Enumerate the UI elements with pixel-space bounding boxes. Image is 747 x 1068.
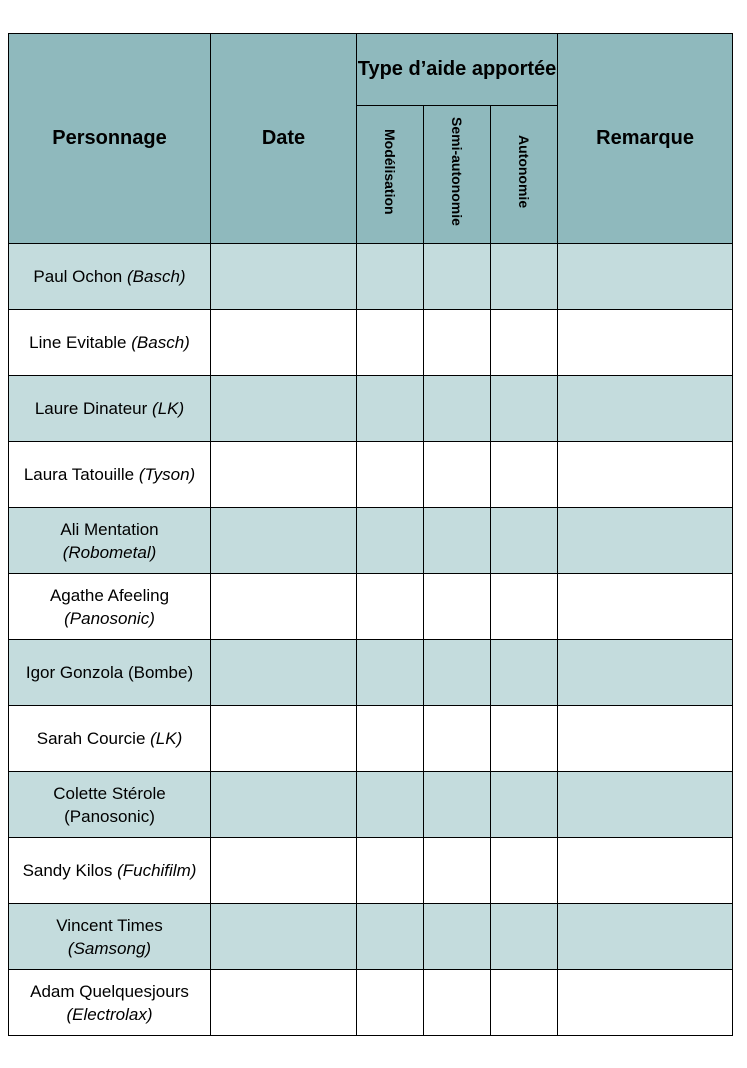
table-row (9, 706, 733, 772)
header-aid-type: Type d’aide apportée (357, 34, 558, 106)
remark-cell[interactable] (558, 838, 733, 904)
character-cell (9, 838, 211, 904)
remark-cell[interactable] (558, 574, 733, 640)
remark-cell[interactable] (558, 904, 733, 970)
date-cell[interactable] (211, 574, 357, 640)
character-cell (9, 376, 211, 442)
modeling-cell[interactable] (357, 904, 424, 970)
header-semi-autonomy-label: Semi-autonomie (449, 117, 465, 226)
character-name: Line Evitable (29, 333, 127, 352)
remark-cell[interactable] (558, 640, 733, 706)
date-cell[interactable] (211, 310, 357, 376)
character-brand: (Bombe) (127, 663, 194, 682)
character-cell (9, 508, 211, 574)
semi-autonomy-cell[interactable] (424, 970, 491, 1036)
character-cell (9, 772, 211, 838)
remark-cell[interactable] (558, 376, 733, 442)
table-row (9, 970, 733, 1036)
remark-cell[interactable] (558, 508, 733, 574)
character-name: Igor Gonzola (25, 663, 124, 682)
semi-autonomy-cell[interactable] (424, 574, 491, 640)
table-row (9, 904, 733, 970)
header-autonomy (491, 106, 558, 244)
autonomy-cell[interactable] (491, 904, 558, 970)
modeling-cell[interactable] (357, 838, 424, 904)
character-brand: (Basch) (127, 267, 186, 286)
character-name: Sarah Courcie (36, 729, 146, 748)
character-name: Adam Quelquesjours (30, 981, 189, 1001)
autonomy-cell[interactable] (491, 706, 558, 772)
table-row (9, 442, 733, 508)
character-cell (9, 904, 211, 970)
date-cell[interactable] (211, 640, 357, 706)
modeling-cell[interactable] (357, 244, 424, 310)
character-cell (9, 310, 211, 376)
header-remark: Remarque (558, 34, 733, 244)
date-cell[interactable] (211, 970, 357, 1036)
date-cell[interactable] (211, 838, 357, 904)
character-cell (9, 706, 211, 772)
modeling-cell[interactable] (357, 706, 424, 772)
autonomy-cell[interactable] (491, 574, 558, 640)
character-brand: (LK) (150, 729, 183, 748)
table-row (9, 244, 733, 310)
header-autonomy-label: Autonomie (516, 134, 533, 209)
modeling-cell[interactable] (357, 376, 424, 442)
modeling-cell[interactable] (357, 310, 424, 376)
character-brand: (Tyson) (138, 465, 196, 484)
header-modeling-label: Modélisation (382, 128, 398, 215)
autonomy-cell[interactable] (491, 310, 558, 376)
autonomy-cell[interactable] (491, 838, 558, 904)
remark-cell[interactable] (558, 772, 733, 838)
autonomy-cell[interactable] (491, 442, 558, 508)
character-brand: (Samsong) (67, 938, 152, 958)
autonomy-cell[interactable] (491, 772, 558, 838)
semi-autonomy-cell[interactable] (424, 706, 491, 772)
remark-cell[interactable] (558, 706, 733, 772)
character-cell (9, 442, 211, 508)
table-row (9, 376, 733, 442)
character-brand: (Robometal) (62, 542, 157, 562)
semi-autonomy-cell[interactable] (424, 904, 491, 970)
date-cell[interactable] (211, 508, 357, 574)
character-cell (9, 970, 211, 1036)
semi-autonomy-cell[interactable] (424, 508, 491, 574)
modeling-cell[interactable] (357, 508, 424, 574)
character-brand: (Basch) (131, 333, 190, 352)
autonomy-cell[interactable] (491, 508, 558, 574)
semi-autonomy-cell[interactable] (424, 640, 491, 706)
date-cell[interactable] (211, 244, 357, 310)
semi-autonomy-cell[interactable] (424, 376, 491, 442)
modeling-cell[interactable] (357, 442, 424, 508)
table-body (9, 244, 733, 1036)
character-name: Colette Stérole (53, 783, 166, 803)
modeling-cell[interactable] (357, 640, 424, 706)
character-cell (9, 244, 211, 310)
character-brand: (Electrolax) (66, 1004, 153, 1024)
character-name: Vincent Times (56, 915, 163, 935)
table-row (9, 574, 733, 640)
table-row (9, 772, 733, 838)
header-character: Personnage (9, 34, 211, 244)
table-row (9, 640, 733, 706)
tracking-table (8, 33, 733, 1036)
semi-autonomy-cell[interactable] (424, 442, 491, 508)
header-date: Date (211, 34, 357, 244)
remark-cell[interactable] (558, 442, 733, 508)
character-name: Sandy Kilos (22, 861, 113, 880)
autonomy-cell[interactable] (491, 244, 558, 310)
autonomy-cell[interactable] (491, 970, 558, 1036)
header-semi-autonomy (424, 106, 491, 244)
date-cell[interactable] (211, 772, 357, 838)
character-cell (9, 574, 211, 640)
remark-cell[interactable] (558, 310, 733, 376)
character-brand: (LK) (152, 399, 185, 418)
character-name: Paul Ochon (33, 267, 123, 286)
date-cell[interactable] (211, 442, 357, 508)
modeling-cell[interactable] (357, 772, 424, 838)
modeling-cell[interactable] (357, 574, 424, 640)
table-row (9, 310, 733, 376)
table-row (9, 838, 733, 904)
semi-autonomy-cell[interactable] (424, 244, 491, 310)
modeling-cell[interactable] (357, 970, 424, 1036)
semi-autonomy-cell[interactable] (424, 310, 491, 376)
semi-autonomy-cell[interactable] (424, 838, 491, 904)
remark-cell[interactable] (558, 970, 733, 1036)
character-brand: (Panosonic) (64, 608, 155, 628)
date-cell[interactable] (211, 706, 357, 772)
autonomy-cell[interactable] (491, 376, 558, 442)
character-name: Ali Mentation (60, 519, 159, 539)
character-name: Laure Dinateur (34, 399, 148, 418)
character-brand: (Panosonic) (64, 806, 155, 826)
character-cell (9, 640, 211, 706)
character-name: Agathe Afeeling (49, 585, 170, 605)
table-row (9, 508, 733, 574)
character-brand: (Fuchifilm) (117, 861, 197, 880)
autonomy-cell[interactable] (491, 640, 558, 706)
remark-cell[interactable] (558, 244, 733, 310)
header-modeling (357, 106, 424, 244)
date-cell[interactable] (211, 904, 357, 970)
date-cell[interactable] (211, 376, 357, 442)
character-name: Laura Tatouille (23, 465, 135, 484)
semi-autonomy-cell[interactable] (424, 772, 491, 838)
